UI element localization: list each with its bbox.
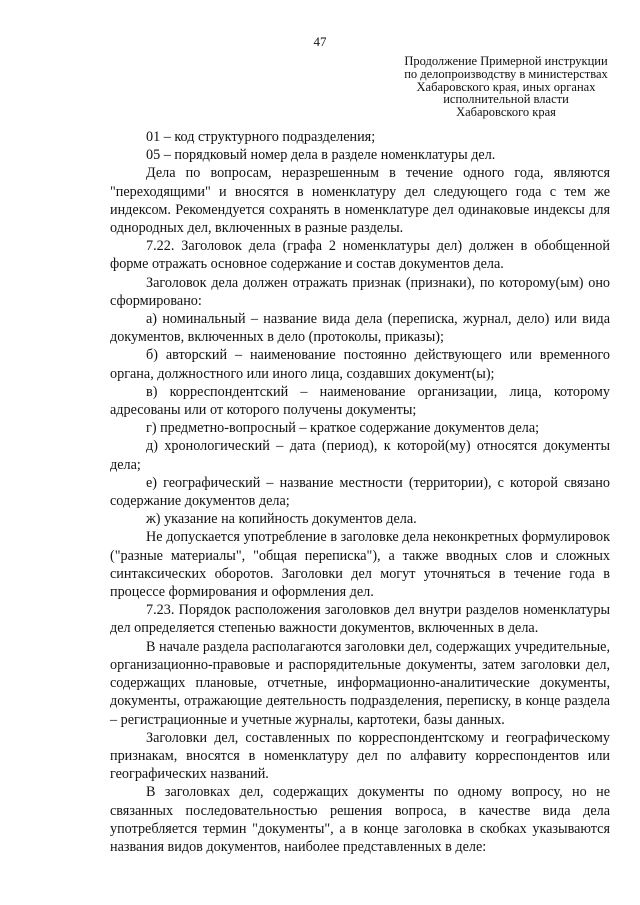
header-note-line: по делопроизводству в министерствах bbox=[404, 66, 608, 81]
paragraph: Дела по вопросам, неразрешенным в течение одного года, являются "переходящими" и вносятся в номенклатуру дел следующего года с тем же индексом. Рекомендуется сохранять в номенклатуре дел одинаковые индексы для однородных дел, включенных в разные разделы. bbox=[110, 165, 610, 237]
paragraph: ж) указание на копийность документов дела. bbox=[146, 511, 417, 528]
paragraph: б) авторский – наименование постоянно действующего или временного органа, должностного или иного лица, создавших документ(ы); bbox=[110, 347, 610, 382]
paragraph: В заголовках дел, содержащих документы по одному вопросу, но не связанных последовательностью решения вопроса, в качестве вида дела употребляется термин "документы", а в конце заголовка в скобках указываются названия видов документов, наиболее представленных в деле: bbox=[110, 784, 610, 855]
page-number: 47 bbox=[313, 34, 327, 49]
paragraph: Заголовок дела должен отражать признак (признаки), по которому(ым) оно сформировано: bbox=[110, 274, 610, 309]
paragraph: Заголовки дел, составленных по корреспондентскому и географическому признакам, вносятся в номенклатуру дел по алфавиту корреспондентов или географических названий. bbox=[110, 729, 610, 783]
paragraph: В начале раздела располагаются заголовки дел, содержащих учредительные, организационно-правовые и распорядительные документы, затем заголовки дел, содержащих плановые, отчетные, информационно-аналитические документы, документы, отражающие деятельность подразделения, переписку, в конце раздела – регистрационные и учетные журналы, картотеки, базы данных. bbox=[110, 638, 610, 728]
header-note-line: исполнительной власти bbox=[443, 92, 569, 107]
paragraph: Не допускается употребление в заголовке дела неконкретных формулировок ("разные материалы", "общая переписка"), а также вводных слов и сложных синтаксических оборотов. Заголовки дел могут уточняться в течение года в процессе формирования и оформления дел. bbox=[110, 529, 610, 601]
paragraph: 7.23. Порядок расположения заголовков дел внутри разделов номенклатуры дел определяется степенью важности документов, включенных в дела. bbox=[110, 602, 610, 637]
paragraph: 7.22. Заголовок дела (графа 2 номенклатуры дел) должен в обобщенной форме отражать основное содержание и состав документов дела. bbox=[110, 238, 610, 273]
paragraph: г) предметно-вопросный – краткое содержание документов дела; bbox=[146, 420, 540, 437]
paragraph: 05 – порядковый номер дела в разделе номенклатуры дел. bbox=[146, 147, 496, 164]
header-note-line: Хабаровского края, иных органах bbox=[416, 79, 596, 94]
header-note-line: Продолжение Примерной инструкции bbox=[404, 54, 608, 68]
paragraph: в) корреспондентский – наименование организации, лица, которому адресованы или от которого получены документы; bbox=[110, 383, 610, 419]
paragraph: д) хронологический – дата (период), к которой(му) относятся документы дела; bbox=[110, 438, 610, 473]
paragraph: 01 – код структурного подразделения; bbox=[146, 129, 376, 145]
body-text bbox=[110, 128, 610, 856]
header-note bbox=[392, 55, 620, 119]
paragraph: а) номинальный – название вида дела (переписка, журнал, дело) или вида документов, включенных в дело (протоколы, приказы); bbox=[110, 311, 610, 346]
header-note-line: Хабаровского края bbox=[456, 105, 556, 120]
paragraph: е) географический – название местности (территории), с которой связано содержание документов дела; bbox=[110, 474, 610, 510]
